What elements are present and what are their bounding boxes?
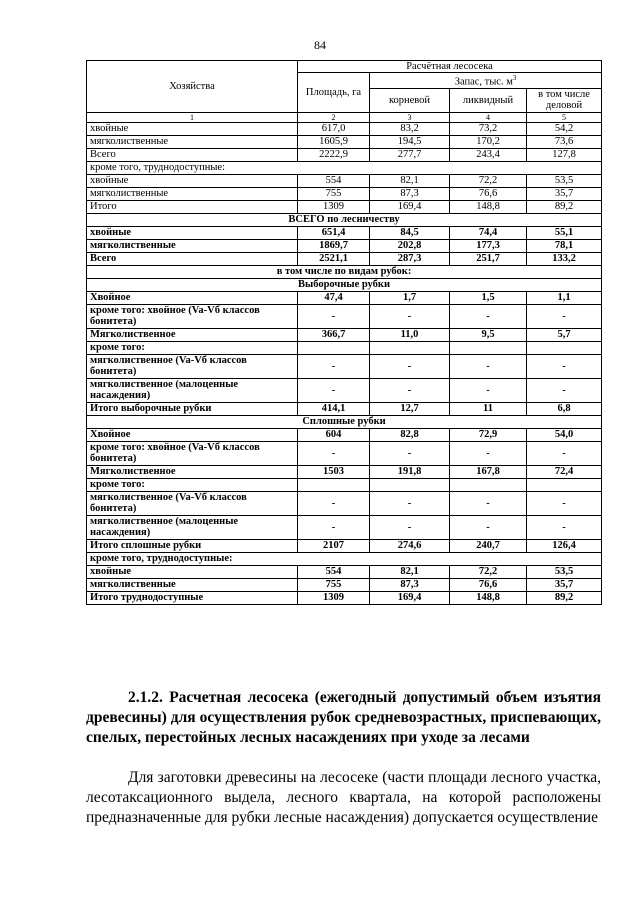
table-row (87, 354, 602, 378)
cell-root: 87,3 (370, 187, 450, 200)
row-label: Всего (87, 148, 298, 161)
cell-root: 82,1 (370, 174, 450, 187)
cell-business: 53,5 (527, 565, 602, 578)
index-cell: 2 (298, 112, 370, 122)
cell-business: 127,8 (527, 148, 602, 161)
cell-root: 82,8 (370, 428, 450, 441)
table-row (87, 122, 602, 135)
cell-liquid: 73,2 (450, 122, 527, 135)
cell-liquid: 170,2 (450, 135, 527, 148)
cell-root: 11,0 (370, 328, 450, 341)
cell-liquid: 74,4 (450, 226, 527, 239)
cell-business: - (527, 304, 602, 328)
row-label: Хвойное (87, 428, 298, 441)
cell-root: 12,7 (370, 402, 450, 415)
cell-root (370, 341, 450, 354)
cell-liquid: - (450, 354, 527, 378)
cell-area: 651,4 (298, 226, 370, 239)
table-row (87, 428, 602, 441)
header-stock (370, 73, 602, 89)
cell-business: 54,2 (527, 122, 602, 135)
table-row (87, 491, 602, 515)
table-row (87, 552, 602, 565)
cell-root (370, 478, 450, 491)
cell-root: 194,5 (370, 135, 450, 148)
cell-root: 287,3 (370, 252, 450, 265)
table-row (87, 328, 602, 341)
header-liquid: ликвидный (450, 88, 527, 112)
header-stock-text: Запас, тыс. м (454, 76, 513, 88)
index-cell: 4 (450, 112, 527, 122)
cell-area: - (298, 304, 370, 328)
index-cell: 1 (87, 112, 298, 122)
table-row (87, 291, 602, 304)
row-label: хвойные (87, 122, 298, 135)
header-root: корневой (370, 88, 450, 112)
cell-area: 755 (298, 187, 370, 200)
cell-liquid: 76,6 (450, 187, 527, 200)
row-label: мягколиственное (Va-Vб классов бонитета) (87, 491, 298, 515)
row-label: кроме того: (87, 341, 298, 354)
body-paragraph (86, 768, 601, 828)
table-row (87, 565, 602, 578)
section-row (87, 213, 602, 226)
cell-liquid: 243,4 (450, 148, 527, 161)
cell-area: 617,0 (298, 122, 370, 135)
row-label: мягколиственное (малоценные насаждения) (87, 378, 298, 402)
row-label: Итого (87, 200, 298, 213)
cell-area: 414,1 (298, 402, 370, 415)
header-group: Расчётная лесосека (298, 61, 602, 73)
section-title: ВСЕГО по лесничеству (87, 213, 602, 226)
cell-liquid: - (450, 515, 527, 539)
cell-business: - (527, 378, 602, 402)
row-label: кроме того, труднодоступные: (87, 161, 602, 174)
cell-area: 1869,7 (298, 239, 370, 252)
row-label: мягколиственные (87, 578, 298, 591)
cell-liquid: 148,8 (450, 200, 527, 213)
cell-area: 1309 (298, 200, 370, 213)
section-row (87, 265, 602, 278)
row-label: мягколиственные (87, 187, 298, 200)
cell-liquid: 72,2 (450, 174, 527, 187)
header-business: в том числе деловой (527, 88, 602, 112)
cell-area: 755 (298, 578, 370, 591)
row-label: кроме того: хвойное (Va-Vб классов бонитета) (87, 304, 298, 328)
cell-business: 133,2 (527, 252, 602, 265)
cell-area: 1503 (298, 465, 370, 478)
cell-business: 78,1 (527, 239, 602, 252)
cell-root: 87,3 (370, 578, 450, 591)
table-row (87, 304, 602, 328)
cell-business (527, 478, 602, 491)
cell-liquid: 11 (450, 402, 527, 415)
cell-area: 554 (298, 174, 370, 187)
section-title: в том числе по видам рубок: (87, 265, 602, 278)
cell-area: - (298, 441, 370, 465)
table-row (87, 135, 602, 148)
table-row (87, 591, 602, 604)
cell-area: 2521,1 (298, 252, 370, 265)
paragraph-text: Для заготовки древесины на лесосеке (части площади лесного участка, лесотаксационного выдела, лесного квартала, на которой расположены предназначенные для рубки лесные насаждения) допускается осуществление (86, 769, 601, 826)
header-stock-sup: 3 (512, 74, 517, 82)
row-label: хвойные (87, 226, 298, 239)
row-label: хвойные (87, 174, 298, 187)
cell-root: 274,6 (370, 539, 450, 552)
cell-area: 1605,9 (298, 135, 370, 148)
row-label: Всего (87, 252, 298, 265)
cell-root: 169,4 (370, 591, 450, 604)
cell-root: - (370, 378, 450, 402)
table-row (87, 226, 602, 239)
cell-liquid: 9,5 (450, 328, 527, 341)
cell-liquid (450, 341, 527, 354)
cell-area: - (298, 491, 370, 515)
cell-business: 35,7 (527, 187, 602, 200)
row-label: кроме того: хвойное (Va-Vб классов бонитета) (87, 441, 298, 465)
cell-liquid: 251,7 (450, 252, 527, 265)
row-label: мягколиственные (87, 135, 298, 148)
section-title: Выборочные рубки (87, 278, 602, 291)
allowable-cut-table (86, 60, 602, 605)
table-row (87, 478, 602, 491)
cell-business: 1,1 (527, 291, 602, 304)
table-row (87, 402, 602, 415)
cell-area (298, 478, 370, 491)
cell-area: - (298, 354, 370, 378)
cell-liquid: 76,6 (450, 578, 527, 591)
cell-business: 126,4 (527, 539, 602, 552)
row-label: хвойные (87, 565, 298, 578)
table-row (87, 187, 602, 200)
row-label: мягколиственное (Va-Vб классов бонитета) (87, 354, 298, 378)
cell-area: 2222,9 (298, 148, 370, 161)
cell-business: 73,6 (527, 135, 602, 148)
row-label: Итого выборочные рубки (87, 402, 298, 415)
cell-area: 554 (298, 565, 370, 578)
row-label: Итого сплошные рубки (87, 539, 298, 552)
table-row (87, 578, 602, 591)
table-row (87, 239, 602, 252)
cell-area: 2107 (298, 539, 370, 552)
cell-liquid: 72,2 (450, 565, 527, 578)
cell-root: 1,7 (370, 291, 450, 304)
cell-root: 277,7 (370, 148, 450, 161)
cell-business: 54,0 (527, 428, 602, 441)
cell-liquid: - (450, 304, 527, 328)
cell-business (527, 341, 602, 354)
cell-root: 191,8 (370, 465, 450, 478)
section-title: Сплошные рубки (87, 415, 602, 428)
cell-root: - (370, 441, 450, 465)
row-label: кроме того: (87, 478, 298, 491)
section-row (87, 278, 602, 291)
cell-root: - (370, 304, 450, 328)
cell-area: - (298, 378, 370, 402)
cell-liquid: - (450, 378, 527, 402)
cell-business: 72,4 (527, 465, 602, 478)
cell-liquid: 167,8 (450, 465, 527, 478)
cell-liquid: - (450, 491, 527, 515)
index-cell: 5 (527, 112, 602, 122)
cell-business: - (527, 441, 602, 465)
page-number: 84 (314, 38, 326, 52)
table-row (87, 378, 602, 402)
row-label: Итого труднодоступные (87, 591, 298, 604)
table-row (87, 252, 602, 265)
cell-business: - (527, 491, 602, 515)
table-row (87, 539, 602, 552)
table-row (87, 200, 602, 213)
cell-area: 604 (298, 428, 370, 441)
cell-root: - (370, 515, 450, 539)
cell-liquid: 72,9 (450, 428, 527, 441)
cell-liquid: 1,5 (450, 291, 527, 304)
cell-liquid: - (450, 441, 527, 465)
table-row (87, 148, 602, 161)
table-row (87, 161, 602, 174)
cell-business: 89,2 (527, 200, 602, 213)
table-row (87, 174, 602, 187)
table-row (87, 341, 602, 354)
row-label: мягколиственные (87, 239, 298, 252)
section-row (87, 415, 602, 428)
cell-root: - (370, 491, 450, 515)
cell-area: 47,4 (298, 291, 370, 304)
row-label: мягколиственное (малоценные насаждения) (87, 515, 298, 539)
cell-business: 35,7 (527, 578, 602, 591)
cell-root: - (370, 354, 450, 378)
cell-business: 53,5 (527, 174, 602, 187)
cell-area: - (298, 515, 370, 539)
cell-business: - (527, 354, 602, 378)
cell-area: 366,7 (298, 328, 370, 341)
header-farm: Хозяйства (87, 61, 298, 113)
cell-business: 6,8 (527, 402, 602, 415)
cell-root: 202,8 (370, 239, 450, 252)
row-label: Мягколиственное (87, 465, 298, 478)
cell-area (298, 341, 370, 354)
index-cell: 3 (370, 112, 450, 122)
section-heading-text: Расчетная лесосека (ежегодный допустимый объем изъятия древесины) для осуществления рубок средневозрастных, приспевающих, спелых, перестойных лесных насаждениях при уходе за лесами (86, 689, 601, 746)
cell-business: 89,2 (527, 591, 602, 604)
cell-root: 169,4 (370, 200, 450, 213)
header-area: Площадь, га (298, 73, 370, 113)
cell-business: 55,1 (527, 226, 602, 239)
row-label: Мягколиственное (87, 328, 298, 341)
cell-root: 83,2 (370, 122, 450, 135)
cell-liquid: 177,3 (450, 239, 527, 252)
cell-business: 5,7 (527, 328, 602, 341)
cell-liquid: 148,8 (450, 591, 527, 604)
cell-root: 84,5 (370, 226, 450, 239)
cell-liquid: 240,7 (450, 539, 527, 552)
cell-root: 82,1 (370, 565, 450, 578)
row-label: кроме того, труднодоступные: (87, 552, 602, 565)
cell-liquid (450, 478, 527, 491)
section-heading (86, 688, 601, 748)
section-number: 2.1.2. (128, 689, 163, 706)
table-row (87, 465, 602, 478)
table-row (87, 515, 602, 539)
cell-area: 1309 (298, 591, 370, 604)
table-row (87, 441, 602, 465)
row-label: Хвойное (87, 291, 298, 304)
index-row (87, 112, 602, 122)
cell-business: - (527, 515, 602, 539)
